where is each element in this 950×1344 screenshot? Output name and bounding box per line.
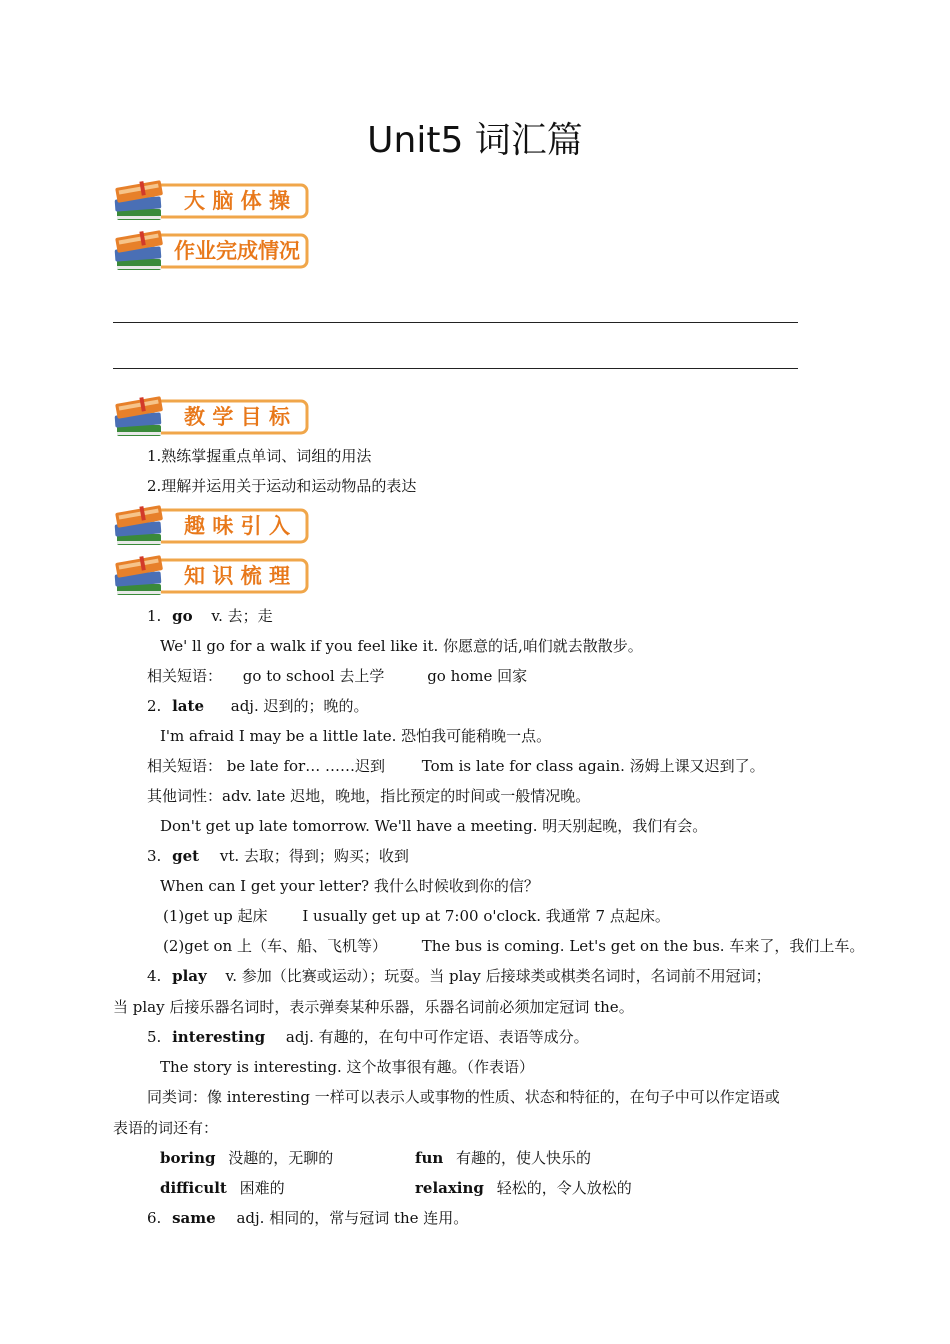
related-phrases [147, 666, 527, 686]
word: difficult [160, 1179, 227, 1197]
similar-word [160, 1178, 285, 1198]
banner-homework [113, 228, 313, 276]
related-phrases [147, 756, 765, 776]
similar-word [415, 1178, 632, 1198]
phrase: go home 回家 [427, 667, 528, 685]
banner-knowledge [113, 553, 313, 601]
goal-item: 1.熟练掌握重点单词、词组的用法 [147, 447, 372, 465]
word: relaxing [415, 1179, 484, 1197]
similar-words-note: 同类词：像 interesting 一样可以表示人或事物的性质、状态和特征的，在句子中可以作定语或 [147, 1088, 780, 1106]
vocab-entry-get [147, 846, 409, 866]
example-sentence: When can I get your letter? 我什么时候收到你的信？ [160, 877, 539, 895]
vocab-entry-interesting [147, 1027, 589, 1047]
other-part-of-speech: 其他词性：adv. late 迟地，晚地，指比预定的时间或一般情况晚。 [147, 787, 591, 805]
entry-word: late [172, 697, 204, 715]
example-sentence: I'm afraid I may be a little late. 恐怕我可能稍晚一点。 [160, 727, 552, 745]
word-definition: 困难的 [239, 1179, 285, 1197]
banner-label: 大 脑 体 操 [184, 189, 290, 213]
entry-word: same [172, 1209, 216, 1227]
example-sentence: We' ll go for a walk if you feel like it. 你愿意的话,咱们就去散散步。 [160, 637, 643, 655]
similar-word [415, 1148, 591, 1168]
page-title: Unit5 词汇篇 [367, 120, 583, 161]
vocab-entry-same [147, 1208, 468, 1228]
vocab-entry-go [147, 606, 273, 626]
similar-word [160, 1148, 333, 1168]
entry-definition: v. 去；走 [211, 607, 273, 625]
entry-continuation: 当 play 后接乐器名词时，表示弹奏某种乐器，乐器名词前必须加定冠词 the。 [113, 998, 634, 1016]
phrase: (1)get up 起床 [163, 907, 268, 925]
word-definition: 没趣的，无聊的 [228, 1149, 334, 1167]
phrase-usage [163, 936, 864, 956]
phrase: go to school 去上学 [242, 667, 385, 685]
phrase: be late for… ……迟到 [226, 757, 385, 775]
banner-teaching-goals [113, 394, 313, 442]
banner-label: 教 学 目 标 [184, 405, 290, 429]
word: fun [415, 1149, 444, 1167]
entry-number: 3. [147, 847, 162, 865]
phrase-usage [163, 906, 670, 926]
similar-words-note-cont: 表语的词还有： [113, 1119, 219, 1137]
banner-fun-intro [113, 503, 313, 551]
banner-label: 作业完成情况 [174, 239, 300, 263]
banner-label: 知 识 梳 理 [184, 564, 290, 588]
entry-definition: adj. 迟到的；晚的。 [230, 697, 369, 715]
entry-definition: v. 参加（比赛或运动）；玩耍。当 play 后接球类或棋类名词时，名词前不用冠词； [225, 967, 771, 985]
vocab-entry-late [147, 696, 369, 716]
answer-line [113, 322, 798, 323]
entry-definition: vt. 去取；得到；购买；收到 [219, 847, 409, 865]
example-sentence: I usually get up at 7:00 o'clock. 我通常 7 点起床。 [302, 907, 670, 925]
word: boring [160, 1149, 216, 1167]
entry-word: interesting [172, 1028, 266, 1046]
phrase-label: 相关短语： [147, 667, 223, 685]
goal-item: 2.理解并运用关于运动和运动物品的表达 [147, 477, 417, 495]
entry-definition: adj. 有趣的，在句中可作定语、表语等成分。 [285, 1028, 589, 1046]
entry-word: go [172, 607, 193, 625]
entry-number: 1. [147, 607, 162, 625]
entry-number: 4. [147, 967, 162, 985]
example-sentence: The bus is coming. Let's get on the bus. 车来了，我们上车。 [421, 937, 865, 955]
phrase: Tom is late for class again. 汤姆上课又迟到了。 [421, 757, 765, 775]
answer-line [113, 368, 798, 369]
word-definition: 轻松的，令人放松的 [496, 1179, 632, 1197]
entry-word: play [172, 967, 207, 985]
entry-number: 5. [147, 1028, 162, 1046]
word-definition: 有趣的，使人快乐的 [456, 1149, 592, 1167]
banner-label: 趣 味 引 入 [184, 514, 290, 538]
entry-number: 2. [147, 697, 162, 715]
vocab-entry-play [147, 966, 771, 986]
entry-definition: adj. 相同的，常与冠词 the 连用。 [236, 1209, 469, 1227]
entry-word: get [172, 847, 200, 865]
example-sentence: Don't get up late tomorrow. We'll have a meeting. 明天别起晚，我们有会。 [160, 817, 708, 835]
phrase-label: 相关短语： [147, 757, 223, 775]
banner-brain-exercise [113, 178, 313, 226]
entry-number: 6. [147, 1209, 162, 1227]
phrase: (2)get on 上（车、船、飞机等） [163, 937, 387, 955]
example-sentence: The story is interesting. 这个故事很有趣。（作表语） [160, 1058, 534, 1076]
